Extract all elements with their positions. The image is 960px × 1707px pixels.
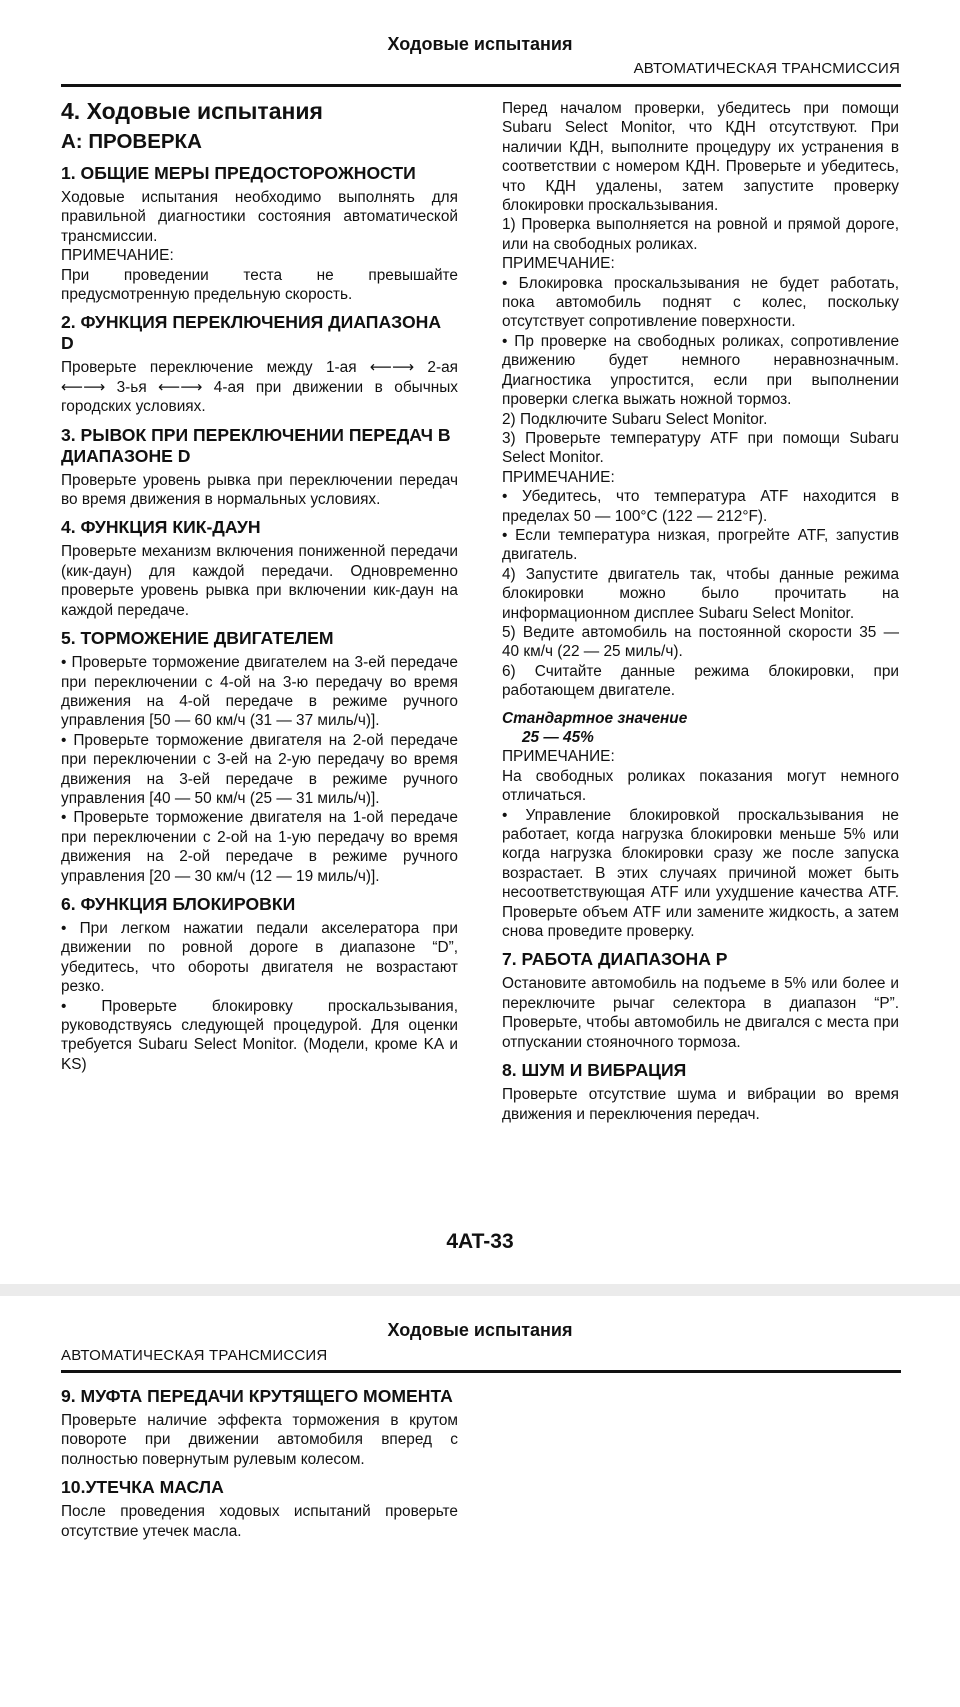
page-header-title: Ходовые испытания <box>387 34 573 54</box>
paragraph: Проверьте отсутствие шума и вибрации во время движения и переключения передач. <box>502 1086 899 1123</box>
standard-value-label: Стандартное значение <box>502 709 688 727</box>
step-item: 4) Запустите двигатель так, чтобы данные режима блокировки можно было прочитать на информационном дисплее Subaru Select Monitor. <box>502 565 899 622</box>
paragraph: Ходовые испытания необходимо выполнять для правильной диагностики состояния автоматической трансмиссии. <box>61 189 458 245</box>
right-column <box>502 99 899 1124</box>
page-separator <box>0 1284 960 1296</box>
paragraph: Проверьте наличие эффекта торможения в крутом повороте при движении автомобиля вперед с полностью повернутым рулевым колесом. <box>61 1412 458 1468</box>
page-header-subtitle: АВТОМАТИЧЕСКАЯ ТРАНСМИССИЯ <box>633 60 900 77</box>
chapter-title: 4. Ходовые испытания <box>61 98 323 124</box>
bullet-item: • Пр проверке на свободных роликах, сопротивление движению будет немного неравнозначным. Диагностика упростится, если при выполнении проверки слегка выжать ножной тормоз. <box>502 332 899 409</box>
step-item: 2) Подключите Subaru Select Monitor. <box>502 410 768 428</box>
subsection-title-1: 1. ОБЩИЕ МЕРЫ ПРЕДОСТОРОЖНОСТИ <box>61 163 416 183</box>
bullet-item: • Проверьте торможение двигателя на 2-ой передаче при переключении с 3-ей на 2-ую передачу во время движения на 3-ей передаче в режиме ручного управления [40 — 50 км/ч (25 — 31 миль/ч)]. <box>61 731 458 807</box>
paragraph: Перед началом проверки, убедитесь при помощи Subaru Select Monitor, что КДН отсутствуют. При наличии КДН, выполните процедуру их устранения в соответствии с номером КДН. Проверьте и убедитесь, что КДН удалены, затем запустите проверку блокировки проскальзывания. <box>502 100 899 215</box>
subsection-title-3: 3. РЫВОК ПРИ ПЕРЕКЛЮЧЕНИИ ПЕРЕДАЧ В ДИАПАЗОНЕ D <box>61 424 451 466</box>
step-item: 5) Ведите автомобиль на постоянной скорости 35 — 40 км/ч (22 — 25 миль/ч). <box>502 623 899 661</box>
bullet-item: • Проверьте торможение двигателем на 3-ей передаче при переключении с 4-ой на 3-ю передачу во время движения на 4-ой передаче в режиме ручного управления [50 — 60 км/ч (31 — 37 миль/ч)]. <box>61 654 458 730</box>
page-header-subtitle: АВТОМАТИЧЕСКАЯ ТРАНСМИССИЯ <box>61 1347 328 1364</box>
step-item: 6) Считайте данные режима блокировки, при работающем двигателе. <box>502 662 899 700</box>
bullet-item: • Проверьте блокировку проскальзывания, руководствуясь следующей процедурой. Для оценки требуется Subaru Select Monitor. (Модели, кроме KA и KS) <box>61 997 458 1073</box>
header-rule <box>61 84 901 87</box>
paragraph: После проведения ходовых испытаний проверьте отсутствие утечек масла. <box>61 1503 458 1540</box>
paragraph: Проверьте переключение между 1-ая ⟵⟶ 2-ая ⟵⟶ 3-ья ⟵⟶ 4-ая при движении в обычных городских условиях. <box>61 359 458 416</box>
subsection-title-7: 7. РАБОТА ДИАПАЗОНА P <box>502 949 728 970</box>
note-text: На свободных роликах показания могут немного отличаться. <box>502 767 899 805</box>
left-column <box>61 1378 458 1541</box>
header-rule <box>61 1370 901 1373</box>
page-header-title: Ходовые испытания <box>387 1320 573 1340</box>
step-item: 3) Проверьте температуру ATF при помощи Subaru Select Monitor. <box>502 429 899 467</box>
subsection-title-4: 4. ФУНКЦИЯ КИК-ДАУН <box>61 517 261 538</box>
subsection-title-6: 6. ФУНКЦИЯ БЛОКИРОВКИ <box>61 893 296 914</box>
bullet-item: • Управление блокировкой проскальзывания не работает, когда нагрузка блокировки меньше 5% или когда нагрузка блокировки сразу же после запуска возрастает. В этих случаях причиной может быть несоответствующая ATF или ухудшение качества ATF. Проверьте объем ATF или замените жидкость, а затем снова проведите проверку. <box>502 806 899 941</box>
bullet-item: • Блокировка проскальзывания не будет работать, пока автомобиль поднят с колес, поскольку отсутствует сопротивление поверхности. <box>502 274 899 331</box>
note-label: ПРИМЕЧАНИЕ: <box>61 247 174 265</box>
paragraph: Остановите автомобиль на подъеме в 5% или более и переключите рычаг селектора в диапазон “P”. Проверьте, чтобы автомобиль не двигался с места при отпускании стояночного тормоза. <box>502 975 899 1051</box>
paragraph: Проверьте механизм включения пониженной передачи (кик-даун) для каждой передачи. Одновременно проверьте уровень рывка при включении кик-даун на каждой передаче. <box>61 543 458 619</box>
bullet-item: • При легком нажатии педали акселератора при движении по ровной дороге в диапазоне “D”, убедитесь, что обороты двигателя не возрастают резко. <box>61 919 458 996</box>
note-label: ПРИМЕЧАНИЕ: <box>502 255 615 273</box>
subsection-title-8: 8. ШУМ И ВИБРАЦИЯ <box>502 1060 687 1081</box>
subsection-title-5: 5. ТОРМОЖЕНИЕ ДВИГАТЕЛЕМ <box>61 628 334 649</box>
subsection-title-10: 10.УТЕЧКА МАСЛА <box>61 1477 224 1498</box>
note-text: При проведении теста не превышайте предусмотренную предельную скорость. <box>61 266 458 304</box>
left-column <box>61 97 458 1074</box>
subsection-title-9: 9. МУФТА ПЕРЕДАЧИ КРУТЯЩЕГО МОМЕНТА <box>61 1386 453 1406</box>
standard-value: 25 — 45% <box>522 729 594 746</box>
bullet-item: • Если температура низкая, прогрейте ATF, запустив двигатель. <box>502 526 899 564</box>
note-label: ПРИМЕЧАНИЕ: <box>502 748 615 766</box>
bullet-item: • Убедитесь, что температура ATF находится в пределах 50 — 100°C (122 — 212°F). <box>502 488 899 525</box>
paragraph: Проверьте уровень рывка при переключении передач во время движения в нормальных условиях. <box>61 471 458 509</box>
manual-page-2 <box>0 1296 960 1707</box>
section-title: A: ПРОВЕРКА <box>61 130 202 153</box>
bullet-item: • Проверьте торможение двигателя на 1-ой передаче при переключении с 2-ой на 1-ую передачу во время движения на 2-ой передаче в режиме ручного управления [20 — 30 км/ч (12 — 19 миль/ч)]. <box>61 809 458 885</box>
page-number: 4AT-33 <box>446 1230 514 1253</box>
step-item: 1) Проверка выполняется на ровной и прямой дороге, или на свободных роликах. <box>502 216 899 253</box>
subsection-title-2: 2. ФУНКЦИЯ ПЕРЕКЛЮЧЕНИЯ ДИАПАЗОНА D <box>61 312 442 354</box>
note-label: ПРИМЕЧАНИЕ: <box>502 468 615 486</box>
